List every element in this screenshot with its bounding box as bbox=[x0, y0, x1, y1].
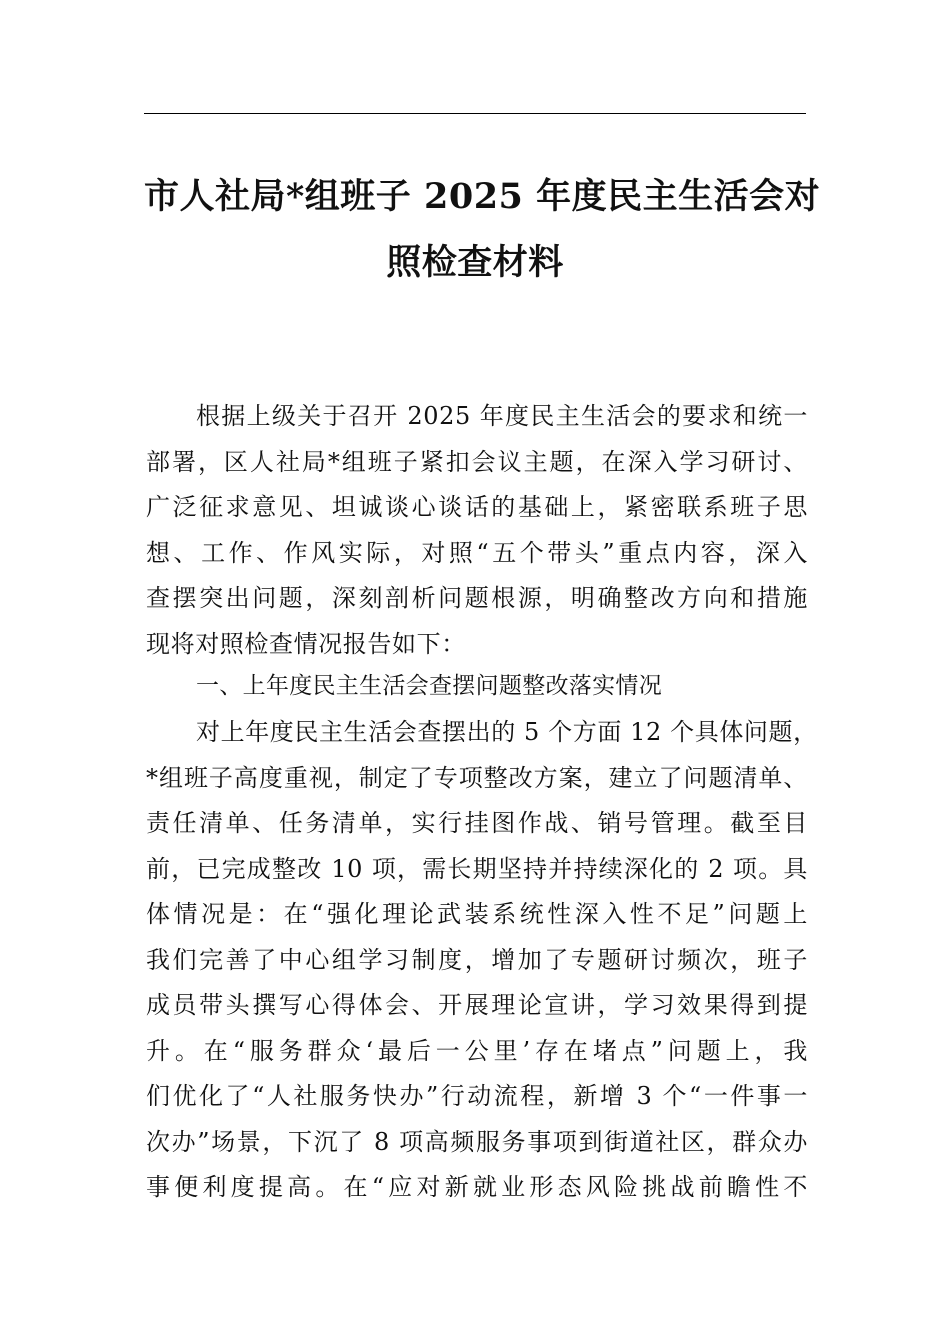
header-rule bbox=[144, 113, 806, 114]
rectification-paragraph bbox=[146, 710, 818, 1211]
title-line: 市人社局*组班子 2025 年度民主生活会对 bbox=[144, 176, 821, 217]
paragraph-line: 根据上级关于召开 2025 年度民主生活会的要求和统一 bbox=[196, 402, 808, 430]
paragraph-line: 现将对照检查情况报告如下： bbox=[146, 629, 466, 658]
paragraph-line: 升。在“服务群众‘最后一公里’存在堵点”问题上，我 bbox=[146, 1036, 808, 1065]
paragraph-line: 责任清单、任务清单，实行挂图作战、销号管理。截至目 bbox=[146, 809, 808, 837]
section-heading: 一、上年度民主生活会查摆问题整改落实情况 bbox=[196, 673, 662, 699]
paragraph-line: 想、工作、作风实际，对照“五个带头”重点内容，深入 bbox=[146, 538, 808, 567]
paragraph-line: 广泛征求意见、坦诚谈心谈话的基础上，紧密联系班子思 bbox=[146, 493, 808, 521]
title-line: 照检查材料 bbox=[386, 242, 564, 283]
paragraph-line: 查摆突出问题，深刻剖析问题根源，明确整改方向和措施 bbox=[146, 584, 808, 612]
intro-paragraph bbox=[146, 394, 808, 667]
paragraph-line: 前，已完成整改 10 项，需长期坚持并持续深化的 2 项。具 bbox=[146, 854, 808, 883]
paragraph-line: 事便利度提高。在“应对新就业形态风险挑战前瞻性不 bbox=[146, 1173, 808, 1201]
paragraph-line: 成员带头撰写心得体会、开展理论宣讲，学习效果得到提 bbox=[146, 991, 808, 1019]
paragraph-line: 次办”场景，下沉了 8 项高频服务事项到街道社区，群众办 bbox=[146, 1127, 808, 1156]
paragraph-line: 们优化了“人社服务快办”行动流程，新增 3 个“一件事一 bbox=[146, 1082, 808, 1110]
paragraph-line: *组班子高度重视，制定了专项整改方案，建立了问题清单、 bbox=[146, 763, 808, 792]
paragraph-line: 我们完善了中心组学习制度，增加了专题研讨频次，班子 bbox=[146, 945, 808, 974]
paragraph-line: 对上年度民主生活会查摆出的 5 个方面 12 个具体问题， bbox=[196, 718, 818, 746]
paragraph-line: 体情况是：在“强化理论武装系统性深入性不足”问题上 bbox=[146, 900, 808, 928]
paragraph-line: 部署，区人社局*组班子紧扣会议主题，在深入学习研讨、 bbox=[146, 447, 808, 476]
document-title bbox=[144, 164, 821, 296]
